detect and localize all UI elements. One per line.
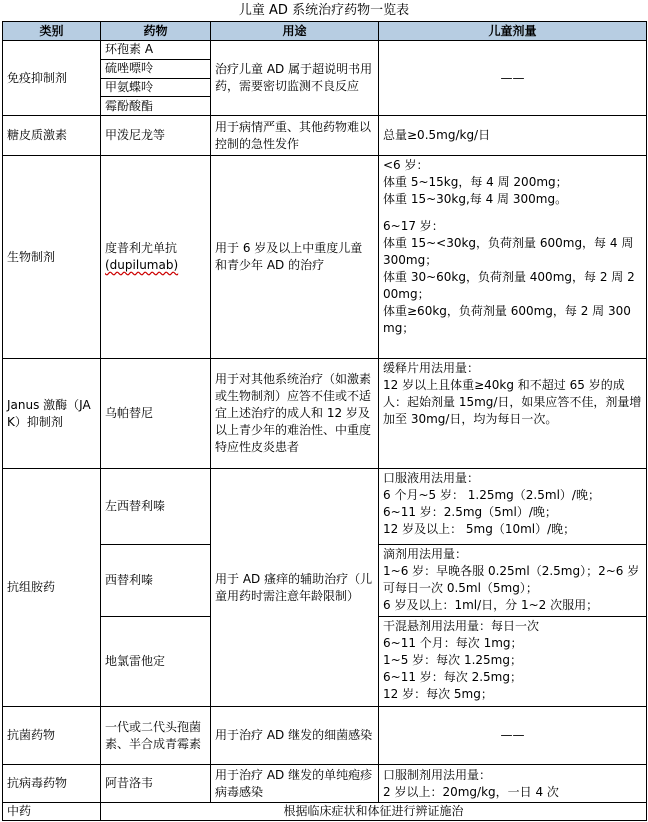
- drug-cell: 西替利嗪: [101, 545, 211, 617]
- dose-cell: [379, 765, 647, 803]
- dose-line: 滴剂用法用量：: [383, 547, 468, 561]
- category-cell: Janus 激酶（JAK）抑制剂: [3, 359, 101, 469]
- dose-cell: ——: [379, 41, 647, 116]
- header-usage: 用途: [211, 22, 379, 41]
- dose-line: 体重 30~60kg，负荷剂量 400mg，每 2 周 200mg；: [383, 270, 635, 301]
- category-cell: 糖皮质激素: [3, 116, 101, 156]
- dose-line: 6~11 岁：2.5mg（5ml）/晚；: [383, 505, 557, 519]
- usage-cell: 用于治疗 AD 继发的单纯疱疹病毒感染: [211, 765, 379, 803]
- dose-line: 6 岁及以上：1ml/日，分 1~2 次服用；: [383, 598, 599, 612]
- category-cell: 中药: [3, 803, 101, 821]
- dose-line: 口服液用法用量：: [383, 471, 480, 485]
- drug-cell: 环孢素 A: [101, 41, 211, 60]
- table-row: [3, 803, 647, 821]
- category-cell: 生物制剂: [3, 156, 101, 359]
- drug-cell: 霉酚酸酯: [101, 97, 211, 116]
- table-row: [3, 707, 647, 765]
- dose-cell: [379, 359, 647, 469]
- table-row: [3, 469, 647, 545]
- dose-line: 体重 15~30kg,每 4 周 300mg。: [383, 192, 568, 206]
- dose-line: 12 岁以上且体重≥40kg 和不超过 65 岁的成人：起始剂量 15mg/日，如果应答不佳，剂量增加至 30mg/日，均为每日一次。: [383, 378, 642, 426]
- category-cell: 抗病毒药物: [3, 765, 101, 803]
- category-cell: 抗菌药物: [3, 707, 101, 765]
- dose-line: 1~6 岁：早晚各服 0.25ml（2.5mg）；2~6 岁可每日一次 0.5ml（5mg）；: [383, 564, 640, 595]
- dose-line: 1~5 岁：每次 1.25mg；: [383, 653, 522, 667]
- dose-cell: [379, 469, 647, 545]
- dose-line: 2 岁以上：20mg/kg，一日 4 次: [383, 784, 559, 799]
- drug-cell: 甲氨蝶呤: [101, 78, 211, 97]
- usage-cell: 用于 AD 瘙痒的辅助治疗（儿童用药时需注意年龄限制）: [211, 469, 379, 707]
- header-dose: 儿童剂量: [379, 22, 647, 41]
- dose-line: 6 个月~5 岁： 1.25mg（2.5ml）/晚；: [383, 488, 600, 502]
- drug-cell: 阿昔洛韦: [101, 765, 211, 803]
- category-cell: 抗组胺药: [3, 469, 101, 707]
- dose-line: 体重 5~15kg，每 4 周 200mg；: [383, 175, 568, 189]
- drug-cell: 一代或二代头孢菌素、半合成青霉素: [101, 707, 211, 765]
- usage-cell: 治疗儿童 AD 属于超说明书用药，需要密切监测不良反应: [211, 41, 379, 116]
- category-cell: 免疫抑制剂: [3, 41, 101, 116]
- header-row: [3, 22, 647, 41]
- tcm-cell: 根据临床症状和体征进行辨证施治: [101, 803, 647, 821]
- dose-line: 6~11 个月：每次 1mg；: [383, 636, 523, 650]
- drug-cell: 甲泼尼龙等: [101, 116, 211, 156]
- dose-line: 12 岁：每次 5mg；: [383, 687, 493, 701]
- drug-table: [2, 21, 647, 821]
- dose-line: 12 岁及以上： 5mg（10ml）/晚；: [383, 522, 576, 536]
- dose-cell: [379, 156, 647, 359]
- dose-line: 6~11 岁：每次 2.5mg；: [383, 670, 522, 684]
- dose-line: 6~17 岁：: [383, 219, 444, 233]
- dose-cell: [379, 545, 647, 617]
- dose-line: 体重≥60kg，负荷剂量 600mg，每 2 周 300mg；: [383, 304, 631, 335]
- dose-line: 口服制剂用法用量：: [383, 767, 492, 782]
- drug-cell: [101, 156, 211, 359]
- drug-cell: 左西替利嗪: [101, 469, 211, 545]
- dose-line: <6 岁：: [383, 158, 429, 172]
- drug-cell: 乌帕替尼: [101, 359, 211, 469]
- dose-cell: ——: [379, 707, 647, 765]
- usage-cell: 用于病情严重、其他药物难以控制的急性发作: [211, 116, 379, 156]
- table-title: 儿童 AD 系统治疗药物一览表: [238, 3, 410, 18]
- table-row: [3, 41, 647, 60]
- dose-line: 缓释片用法用量：: [383, 361, 480, 375]
- dose-cell: 总量≥0.5mg/kg/日: [379, 116, 647, 156]
- drug-cell: 地氯雷他定: [101, 617, 211, 707]
- drug-english-name: (dupilumab): [105, 258, 179, 272]
- dose-cell: [379, 617, 647, 707]
- drug-name: 度普利尤单抗: [105, 241, 178, 255]
- table-row: [3, 116, 647, 156]
- dose-line: 干混悬剂用法用量：每日一次: [383, 619, 540, 633]
- table-row: [3, 765, 647, 803]
- drug-cell: 硫唑嘌呤: [101, 59, 211, 78]
- table-row: [3, 156, 647, 359]
- usage-cell: 用于 6 岁及以上中重度儿童和青少年 AD 的治疗: [211, 156, 379, 359]
- header-category: 类别: [3, 22, 101, 41]
- usage-cell: 用于对其他系统治疗（如激素或生物制剂）应答不佳或不适宜上述治疗的成人和 12 岁及以上青少年的难治性、中重度特应性皮炎患者: [211, 359, 379, 469]
- dose-line: 体重 15~<30kg，负荷剂量 600mg，每 4 周 300mg；: [383, 236, 634, 267]
- table-row: [3, 359, 647, 469]
- usage-cell: 用于治疗 AD 继发的细菌感染: [211, 707, 379, 765]
- header-drug: 药物: [101, 22, 211, 41]
